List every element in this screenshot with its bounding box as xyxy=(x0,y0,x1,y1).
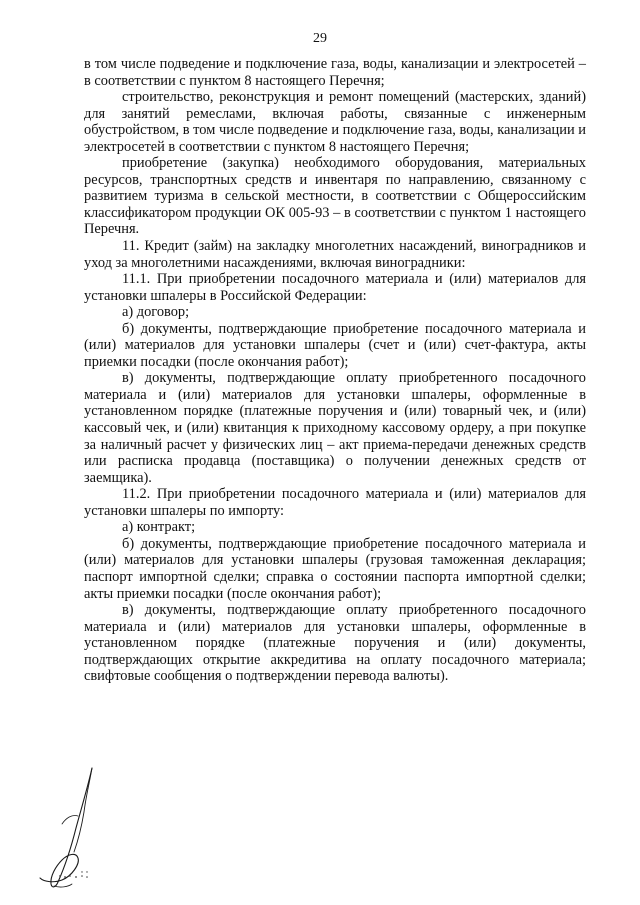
paragraph: а) контракт; xyxy=(122,519,196,536)
paragraph: в) документы, подтверждающие оплату приобретенного посадочного материала и (или) материалов для установки шпалеры, оформленные в установленном порядке (платежные поручения и (или) документы, подтверждающих открытие аккредитива на оплату посадочного материала; свифтовые сообщения о подтверждении перевода валюты). xyxy=(84,602,586,685)
paragraph: 11.2. При приобретении посадочного материала и (или) материалов для установки шпалеры по импорту: xyxy=(84,486,586,519)
paragraph: а) договор; xyxy=(122,304,190,321)
paragraph: строительство, реконструкция и ремонт помещений (мастерских, зданий) для занятий ремеслами, включая работы, связанные с инженерным обустройством, в том числе подведение и подключение газа, воды, канализации и электросетей в соответствии с пунктом 8 настоящего Перечня; xyxy=(84,89,586,155)
document-body xyxy=(84,56,586,685)
paragraph: в) документы, подтверждающие оплату приобретенного посадочного материала и (или) материалов для установки шпалеры, оформленные в установленном порядке (платежные поручения и (или) товарный чек, и (или) кассовый чек, и (или) квитанция к приходному кассовому ордеру, а при покупке за наличный расчет у физических лиц – акт приема-передачи денежных средств или расписка продавца (поставщика) о получении денежных средств от заемщика). xyxy=(84,370,586,486)
paragraph: в том числе подведение и подключение газа, воды, канализации и электросетей – в соответствии с пунктом 8 настоящего Перечня; xyxy=(84,56,586,89)
page-number: 29 xyxy=(313,31,327,46)
paragraph: приобретение (закупка) необходимого оборудования, материальных ресурсов, транспортных средств и инвентаря по направлению, связанному с развитием туризма в сельской местности, в соответствии с Общероссийским классификатором продукции ОК 005-93 – в соответствии с пунктом 1 настоящего Перечня. xyxy=(84,155,586,238)
stamp-mark-icon xyxy=(56,866,96,886)
paragraph: б) документы, подтверждающие приобретение посадочного материала и (или) материалов для установки шпалеры (грузовая таможенная декларация; паспорт импортной сделки; справка о состоянии паспорта импортной сделки; акты приемки посадки (после окончания работ); xyxy=(84,535,586,602)
paragraph: 11.1. При приобретении посадочного материала и (или) материалов для установки шпалеры в Российской Федерации: xyxy=(84,271,586,304)
paragraph: б) документы, подтверждающие приобретение посадочного материала и (или) материалов для установки шпалеры (счет и (или) счет-фактура, акты приемки посадки (после окончания работ); xyxy=(84,320,586,370)
paragraph: 11. Кредит (займ) на закладку многолетних насаждений, виноградников и уход за многолетними насаждениями, включая виноградники: xyxy=(84,238,586,271)
